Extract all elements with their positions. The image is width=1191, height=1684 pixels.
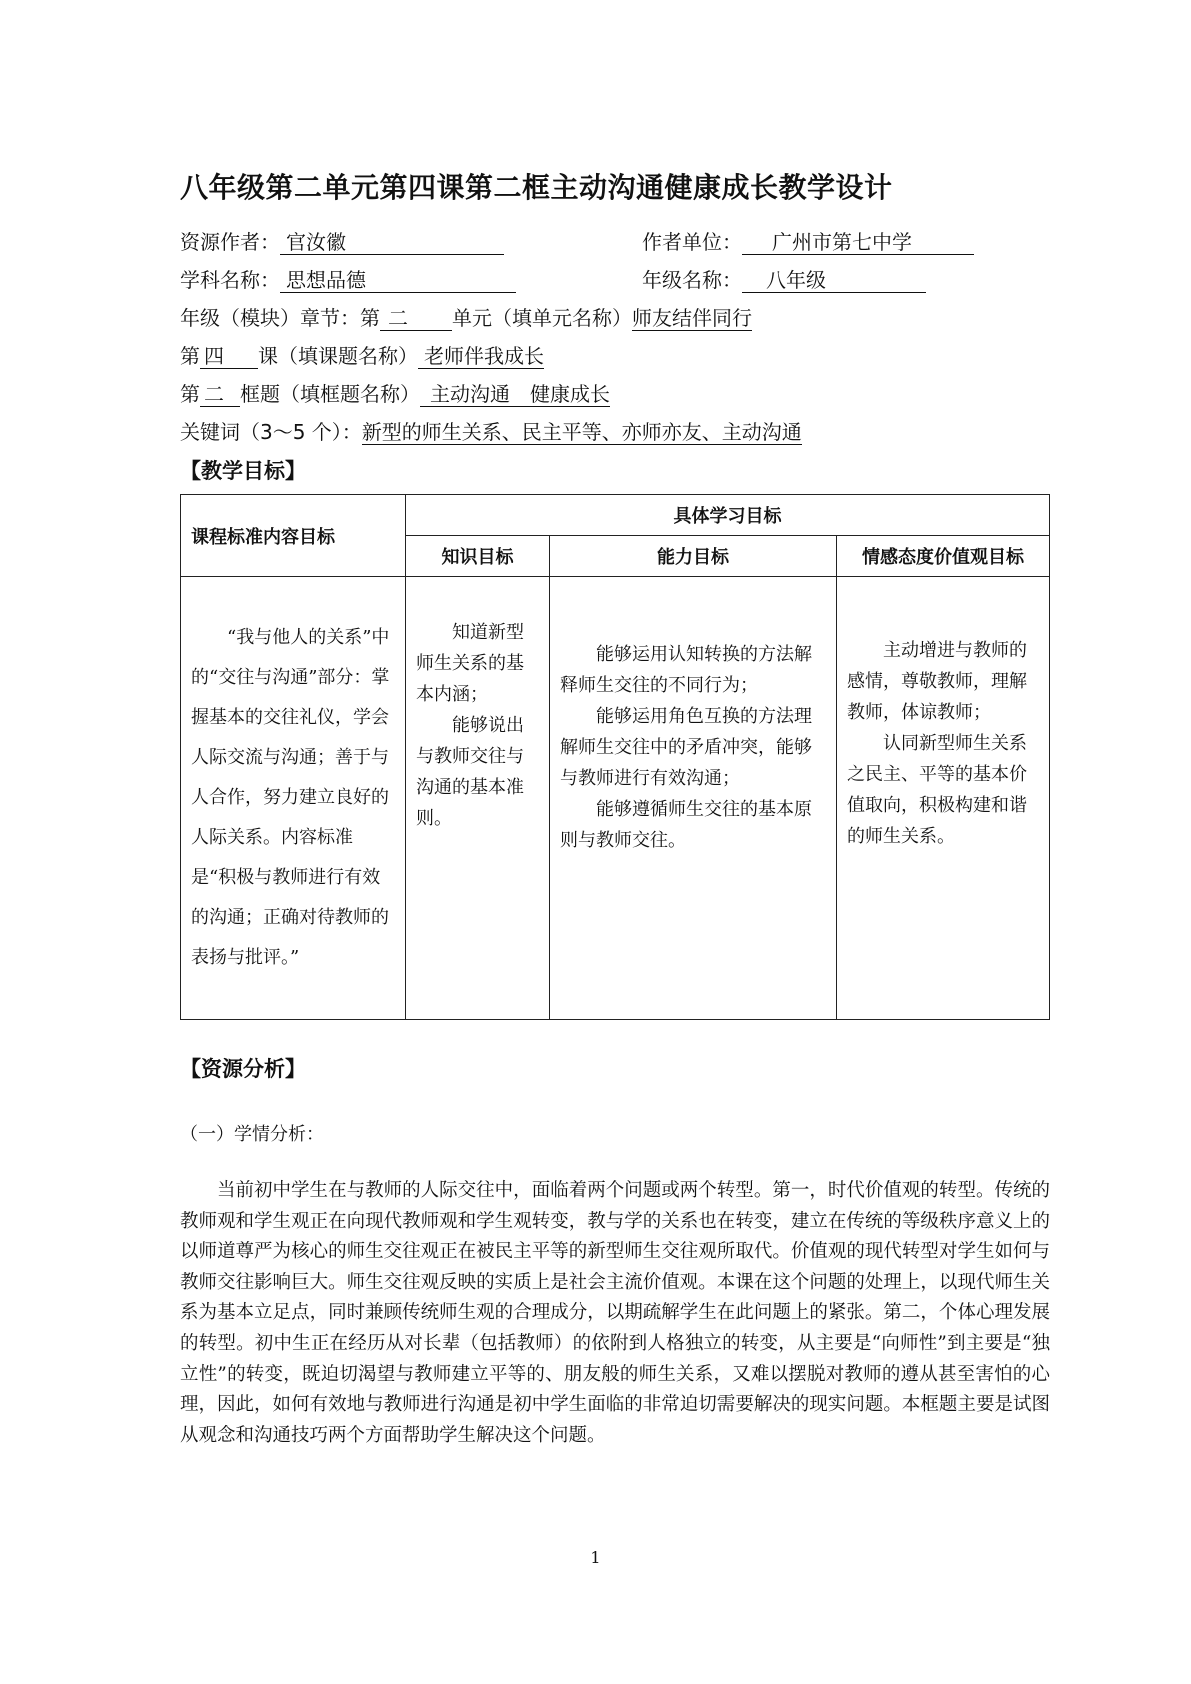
- header-knowledge: 知识目标: [406, 536, 550, 577]
- section-teaching-goals: 【教学目标】: [180, 459, 306, 483]
- chapter-name: 师友结伴同行: [632, 306, 752, 330]
- emotion-item: 认同新型师生关系之民主、平等的基本价值取向，积极构建和谐的师生关系。: [847, 733, 1027, 847]
- frame-mid: 框题（填框题名称）: [240, 382, 420, 406]
- keywords-label: 关键词（3～5 个）：: [180, 420, 362, 444]
- header-emotion: 情感态度价值观目标: [837, 536, 1050, 577]
- ability-item: 能够运用认知转换的方法解释师生交往的不同行为；: [560, 644, 812, 696]
- lesson-mid: 课（填课题名称）: [258, 344, 418, 368]
- frame-number: 二: [200, 382, 240, 407]
- keywords-line: [180, 416, 802, 445]
- knowledge-cell: [406, 577, 550, 1020]
- subject-line: [180, 264, 516, 293]
- standard-text: “我与他人的关系”中的“交往与沟通”部分：掌握基本的交往礼仪，学会人际交流与沟通；善于与人合作，努力建立良好的人际关系。内容标准是“积极与教师进行有效的沟通；正确对待教师的表扬与批评。”: [191, 627, 390, 968]
- knowledge-item: 知道新型师生关系的基本内涵；: [416, 622, 524, 705]
- ability-item: 能够遵循师生交往的基本原则与教师交往。: [560, 799, 812, 851]
- student-analysis-paragraph: 当前初中学生在与教师的人际交往中，面临着两个问题或两个转型。第一，时代价值观的转型。传统的教师观和学生观正在向现代教师观和学生观转变，教与学的关系也在转变，建立在传统的等级秩序意义上的以师道尊严为核心的师生交往观正在被民主平等的新型师生交往观所取代。价值观的现代转型对学生如何与教师交往影响巨大。师生交往观反映的实质上是社会主流价值观。本课在这个问题的处理上，以现代师生关系为基本立足点，同时兼顾传统师生观的合理成分，以期疏解学生在此问题上的紧张。第二，个体心理发展的转型。初中生正在经历从对长辈（包括教师）的依附到人格独立的转变，从主要是“向师性”到主要是“独立性”的转变，既迫切渴望与教师建立平等的、朋友般的师生关系，又难以摆脱对教师的遵从甚至害怕的心理，因此，如何有效地与教师进行沟通是初中学生面临的非常迫切需要解决的现实问题。本框题主要是试图从观念和沟通技巧两个方面帮助学生解决这个问题。: [180, 1180, 1050, 1446]
- page-number: 1: [590, 1548, 601, 1567]
- lesson-line: [180, 340, 544, 369]
- grade-label: 年级名称：: [642, 268, 742, 292]
- lesson-name: 老师伴我成长: [418, 344, 544, 369]
- unit-label: 作者单位：: [642, 230, 742, 254]
- knowledge-item: 能够说出与教师交往与沟通的基本准则。: [416, 715, 524, 829]
- student-analysis-heading: （一）学情分析：: [180, 1124, 324, 1145]
- grade-line: [642, 264, 926, 293]
- unit-line: [642, 226, 974, 255]
- chapter-prefix: 年级（模块）章节：第: [180, 306, 380, 330]
- author-value: 官汝徽: [280, 230, 504, 255]
- chapter-line: [180, 302, 752, 331]
- header-ability: 能力目标: [550, 536, 837, 577]
- subject-label: 学科名称：: [180, 268, 280, 292]
- document-title: 八年级第二单元第四课第二框主动沟通健康成长教学设计: [180, 171, 893, 204]
- teaching-goals-table: [180, 494, 1050, 1020]
- subject-value: 思想品德: [280, 268, 516, 293]
- emotion-cell: [837, 577, 1050, 1020]
- standard-cell: [181, 577, 406, 1020]
- section-resource-analysis: 【资源分析】: [180, 1057, 306, 1081]
- author-line: [180, 226, 504, 255]
- chapter-number: 二: [380, 306, 452, 331]
- lesson-prefix: 第: [180, 344, 200, 368]
- header-specific-goals: 具体学习目标: [406, 495, 1050, 536]
- lesson-number: 四: [200, 344, 258, 369]
- chapter-mid: 单元（填单元名称）: [452, 306, 632, 330]
- author-label: 资源作者：: [180, 230, 280, 254]
- ability-item: 能够运用角色互换的方法理解师生交往中的矛盾冲突，能够与教师进行有效沟通；: [560, 706, 812, 789]
- header-standard: 课程标准内容目标: [181, 495, 406, 577]
- grade-value: 八年级: [742, 268, 926, 293]
- ability-cell: [550, 577, 837, 1020]
- unit-value: 广州市第七中学: [742, 230, 974, 255]
- emotion-item: 主动增进与教师的感情，尊敬教师，理解教师，体谅教师；: [847, 640, 1027, 723]
- frame-name: 主动沟通 健康成长: [420, 382, 610, 407]
- frame-prefix: 第: [180, 382, 200, 406]
- frame-line: [180, 378, 610, 407]
- keywords-value: 新型的师生关系、民主平等、亦师亦友、主动沟通: [361, 420, 802, 444]
